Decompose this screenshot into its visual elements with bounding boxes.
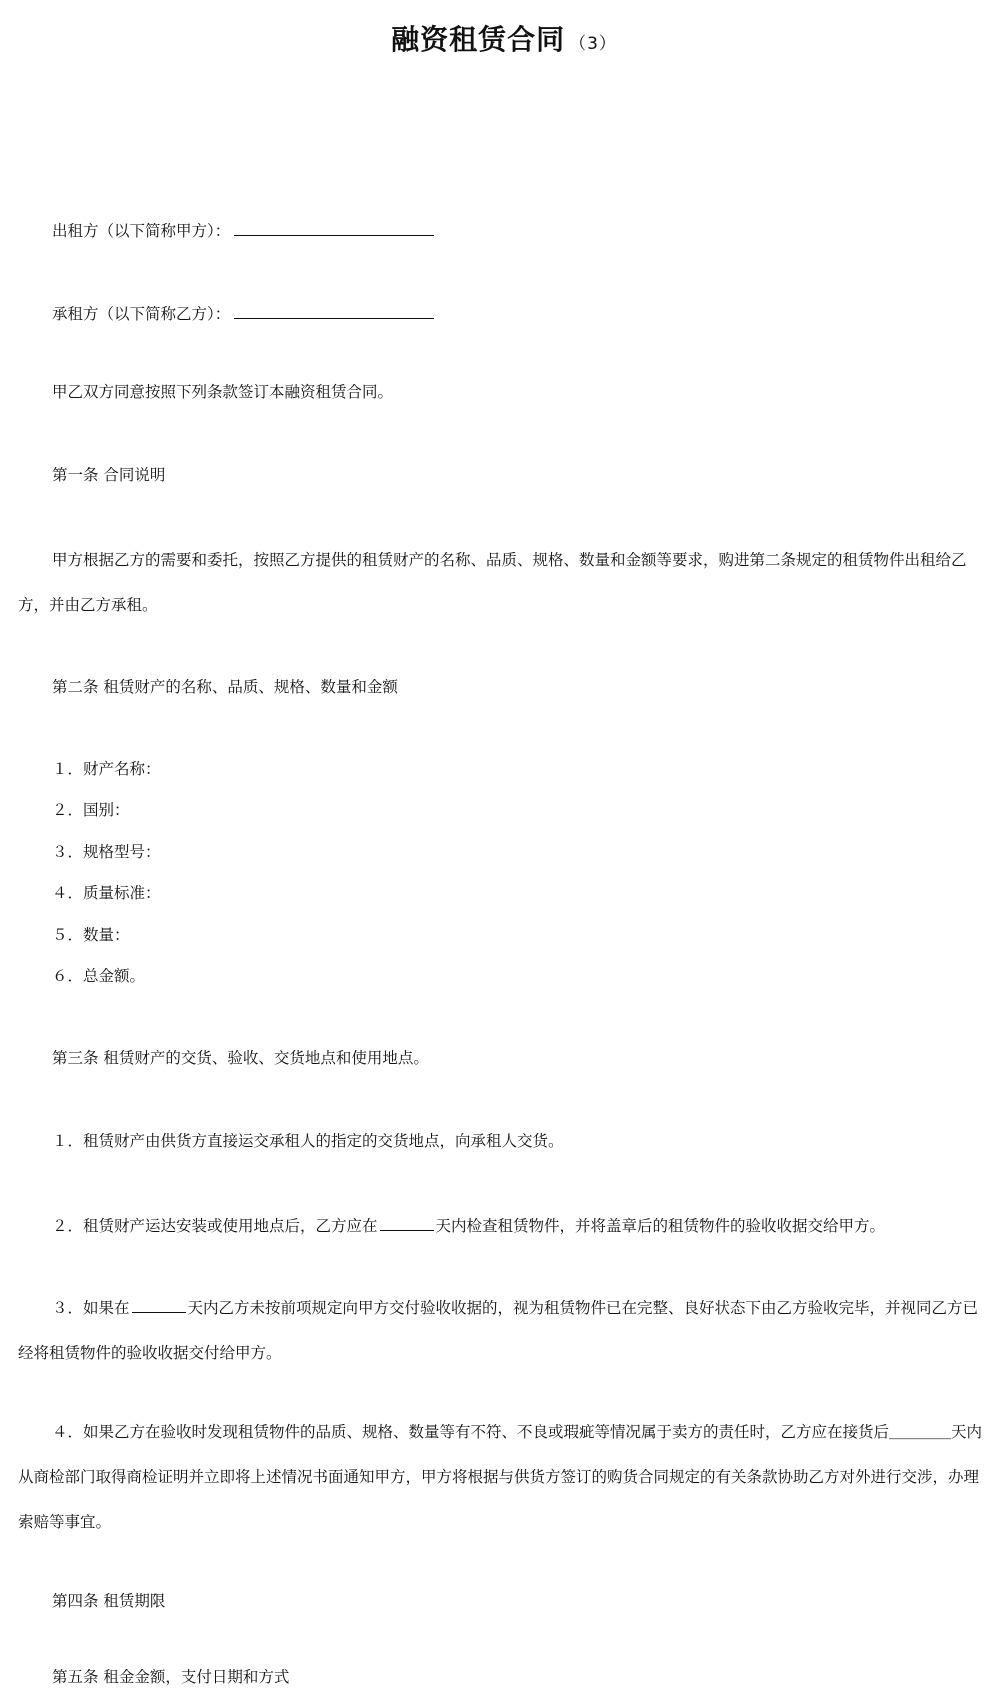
title-suffix: （3） — [569, 34, 617, 54]
list-item: １．财产名称： — [52, 760, 161, 778]
article-1-heading: 第一条 合同说明 — [52, 466, 166, 484]
lessor-blank — [234, 221, 434, 236]
intro-paragraph: 甲乙双方同意按照下列条款签订本融资租赁合同。 — [52, 383, 394, 401]
list-item: ５．数量： — [52, 926, 130, 944]
list-item: ３．规格型号： — [52, 843, 161, 861]
list-item: ２．国别： — [52, 801, 130, 819]
article-3-clause-3 — [18, 1286, 988, 1376]
document-title — [0, 18, 1008, 58]
lessee-line — [52, 304, 434, 323]
clause-2-text-b: 天内检查租赁物件，并将盖章后的租赁物件的验收收据交给甲方。 — [435, 1217, 886, 1235]
list-item: ４．质量标准： — [52, 884, 161, 902]
days-blank — [380, 1216, 434, 1231]
article-1-body: 甲方根据乙方的需要和委托，按照乙方提供的租赁财产的名称、品质、规格、数量和金额等要求，购进第二条规定的租赁物件出租给乙方，并由乙方承租。 — [18, 551, 967, 614]
clause-2-text-a: ２．租赁财产运达安装或使用地点后，乙方应在 — [52, 1217, 378, 1235]
article-3-heading: 第三条 租赁财产的交货、验收、交货地点和使用地点。 — [52, 1049, 429, 1067]
lessee-blank — [234, 304, 434, 319]
article-2-heading: 第二条 租赁财产的名称、品质、规格、数量和金额 — [52, 678, 398, 696]
clause-3-text-b: 天内乙方未按前项规定向甲方交付验收收据的，视为租赁物件已在完整、良好状态下由乙方验收完毕，并视同乙方已经将租赁物件的验收收据交付给甲方。 — [18, 1299, 979, 1362]
article-3-clause-2 — [52, 1216, 885, 1235]
article-4-heading: 第四条 租赁期限 — [52, 1592, 166, 1610]
lessee-label: 承租方（以下简称乙方）： — [52, 305, 231, 323]
article-5-heading: 第五条 租金金额，支付日期和方式 — [52, 1668, 290, 1686]
article-3-clause-1: １．租赁财产由供货方直接运交承租人的指定的交货地点，向承租人交货。 — [52, 1132, 564, 1150]
days-blank — [132, 1298, 186, 1313]
lessor-line — [52, 221, 434, 240]
article-3-clause-4: ４．如果乙方在验收时发现租赁物件的品质、规格、数量等有不符、不良或瑕疵等情况属于卖方的责任时，乙方应在接货后＿＿＿＿天内从商检部门取得商检证明并立即将上述情况书面通知甲方，甲方将根据与供货方签订的购货合同规定的有关条款协助乙方对外进行交涉，办理索赔等事宜。 — [18, 1423, 983, 1531]
list-item: ６．总金额。 — [52, 967, 146, 985]
lessor-label: 出租方（以下简称甲方）： — [52, 222, 231, 240]
title-text: 融资租赁合同 — [391, 23, 566, 56]
clause-3-text-a: ３．如果在 — [52, 1299, 130, 1317]
